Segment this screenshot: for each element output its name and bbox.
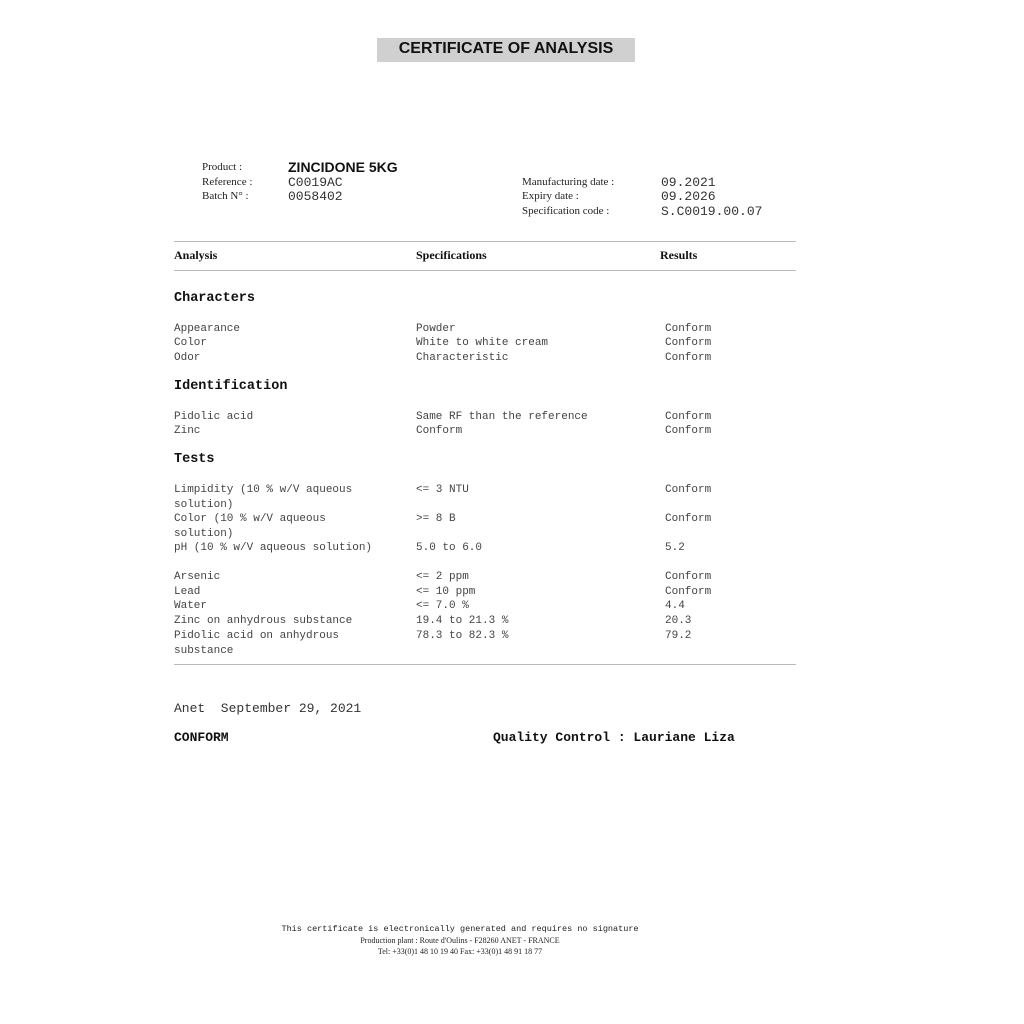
footer-disclaimer: This certificate is electronically generated and requires no signature bbox=[281, 924, 639, 934]
header-specifications: Specifications bbox=[416, 248, 487, 262]
spec-cell: Characteristic bbox=[416, 352, 509, 364]
result-cell: 20.3 bbox=[665, 615, 692, 627]
spec-cell: <= 10 ppm bbox=[416, 586, 476, 598]
analysis-cell: Water bbox=[174, 600, 208, 612]
section-title: Tests bbox=[174, 452, 215, 467]
spec-cell: <= 3 NTU bbox=[416, 484, 469, 496]
spec-cell: 5.0 to 6.0 bbox=[416, 542, 483, 554]
expiry-date-value: 09.2026 bbox=[661, 189, 716, 204]
spec-cell: Powder bbox=[416, 323, 456, 335]
spec-cell: >= 8 B bbox=[416, 513, 456, 525]
result-cell: Conform bbox=[665, 352, 712, 364]
analysis-cell: Appearance bbox=[174, 323, 241, 335]
result-cell: Conform bbox=[665, 323, 712, 335]
result-cell: Conform bbox=[665, 337, 712, 349]
result-cell: 4.4 bbox=[665, 600, 685, 612]
analysis-cell: Color bbox=[174, 337, 208, 349]
result-cell: Conform bbox=[665, 513, 712, 525]
result-cell: 79.2 bbox=[665, 630, 692, 642]
page-title: CERTIFICATE OF ANALYSIS bbox=[398, 40, 614, 57]
analysis-cell: Arsenic bbox=[174, 571, 221, 583]
manufacturing-date-value: 09.2021 bbox=[661, 175, 716, 190]
table-header-rule bbox=[174, 270, 796, 271]
analysis-cell: Zinc on anhydrous substance bbox=[174, 615, 353, 627]
table-bottom-rule bbox=[174, 664, 796, 665]
reference-value: C0019AC bbox=[288, 175, 343, 190]
header-analysis: Analysis bbox=[174, 248, 218, 262]
product-value: ZINCIDONE 5KG bbox=[288, 159, 398, 175]
expiry-date-label: Expiry date : bbox=[522, 190, 579, 202]
spec-cell: <= 2 ppm bbox=[416, 571, 469, 583]
spec-code-label: Specification code : bbox=[522, 205, 610, 217]
spec-cell: 78.3 to 82.3 % bbox=[416, 630, 509, 642]
table-top-rule bbox=[174, 241, 796, 242]
spec-cell: <= 7.0 % bbox=[416, 600, 469, 612]
spec-cell: Conform bbox=[416, 425, 463, 437]
section-title: Identification bbox=[174, 379, 288, 394]
result-cell: Conform bbox=[665, 425, 712, 437]
analysis-cell: Lead bbox=[174, 586, 201, 598]
analysis-cell: Limpidity (10 % w/V aqueous solution) bbox=[174, 484, 353, 511]
spec-cell: Same RF than the reference bbox=[416, 411, 588, 423]
batch-value: 0058402 bbox=[288, 189, 343, 204]
analysis-cell: Pidolic acid on anhydrous substance bbox=[174, 630, 340, 657]
product-label: Product : bbox=[202, 161, 243, 173]
spec-cell: 19.4 to 21.3 % bbox=[416, 615, 509, 627]
result-cell: Conform bbox=[665, 411, 712, 423]
analysis-cell: Zinc bbox=[174, 425, 201, 437]
result-cell: Conform bbox=[665, 484, 712, 496]
result-cell: Conform bbox=[665, 586, 712, 598]
result-cell: Conform bbox=[665, 571, 712, 583]
result-cell: 5.2 bbox=[665, 542, 685, 554]
analysis-cell: Color (10 % w/V aqueous solution) bbox=[174, 513, 326, 540]
place-date: Anet September 29, 2021 bbox=[174, 701, 362, 716]
spec-code-value: S.C0019.00.07 bbox=[661, 204, 763, 219]
analysis-cell: Pidolic acid bbox=[174, 411, 254, 423]
footer-address: Production plant : Route d'Oulins - F28260 ANET - FRANCE bbox=[360, 936, 560, 945]
manufacturing-date-label: Manufacturing date : bbox=[522, 176, 615, 188]
spec-cell: White to white cream bbox=[416, 337, 549, 349]
header-results: Results bbox=[660, 248, 698, 262]
analysis-cell: Odor bbox=[174, 352, 201, 364]
section-title: Characters bbox=[174, 291, 256, 306]
reference-label: Reference : bbox=[202, 176, 253, 188]
quality-control-signatory: Quality Control : Lauriane Liza bbox=[493, 730, 735, 745]
batch-label: Batch N° : bbox=[202, 190, 249, 202]
footer-contact: Tel: +33(0)1 48 10 19 40 Fax: +33(0)1 48 91 18 77 bbox=[377, 947, 543, 956]
analysis-cell: pH (10 % w/V aqueous solution) bbox=[174, 542, 373, 554]
conclusion: CONFORM bbox=[174, 730, 229, 745]
